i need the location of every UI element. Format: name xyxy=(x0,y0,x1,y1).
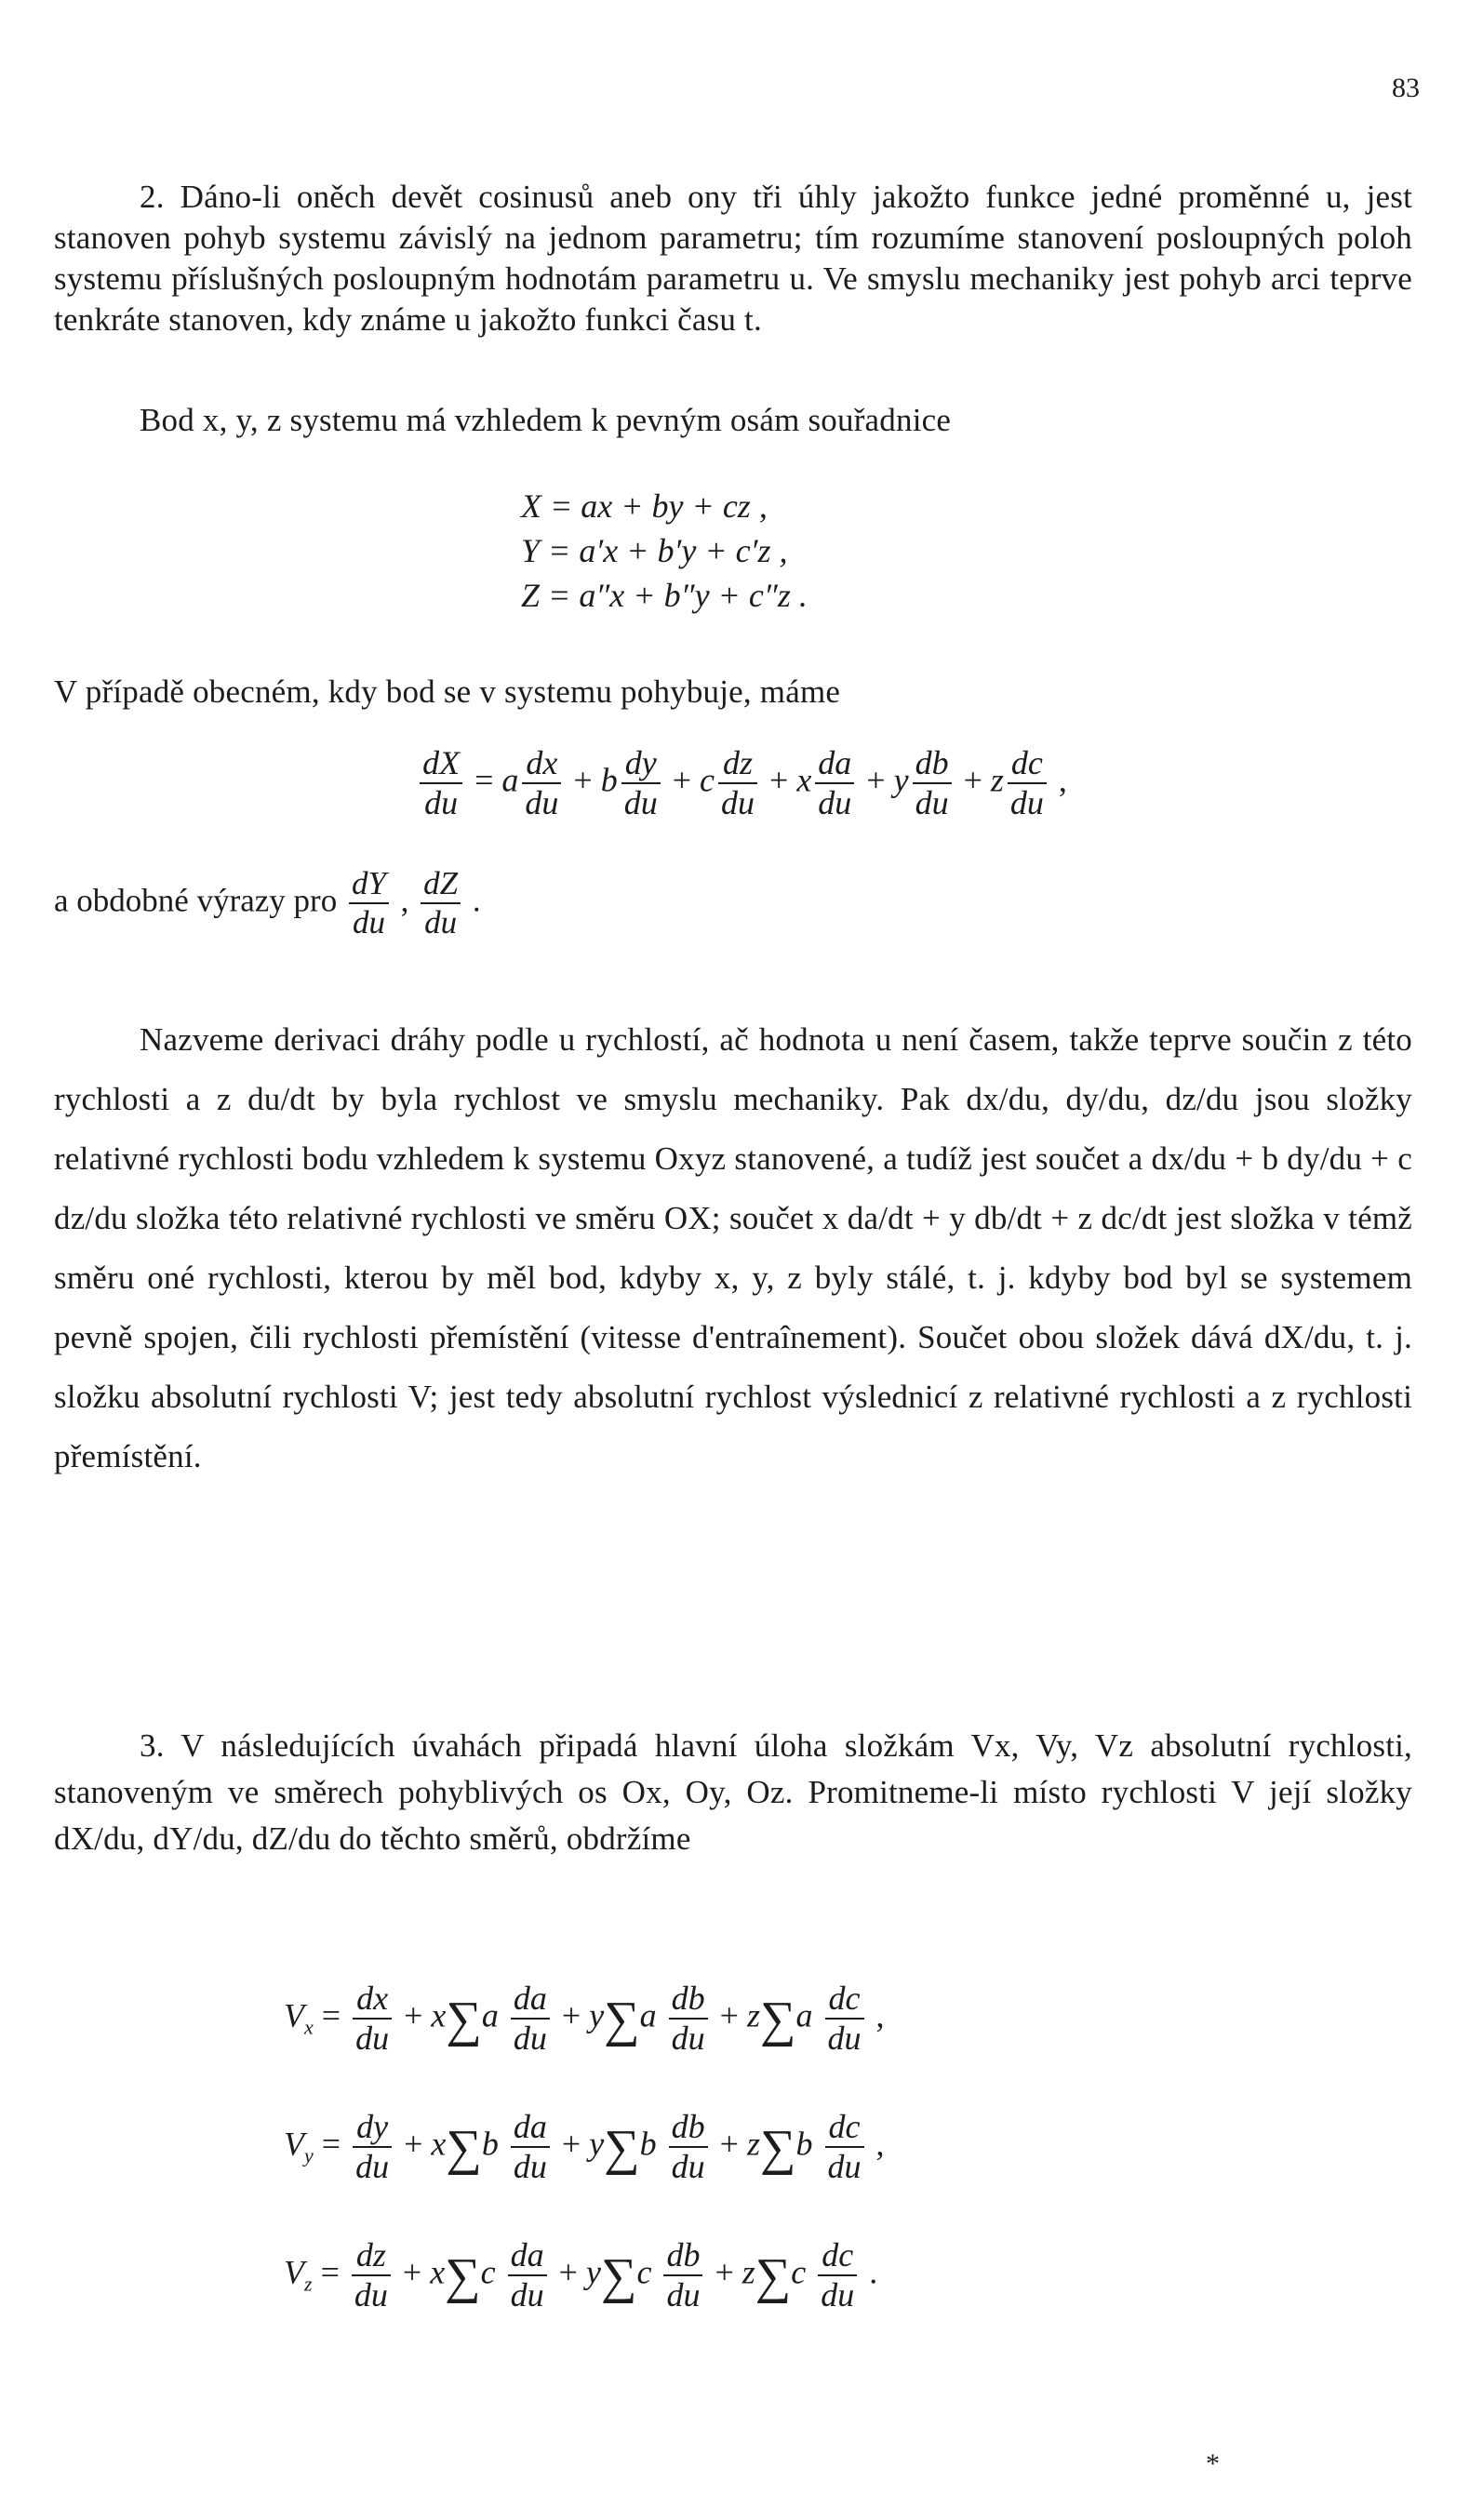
velocity-equation-z: $V_z$ = $\frac{dz}{du}$ + x∑c $\frac{da}{du}$ + y∑c $\frac{db}{du}$ + z∑c $\frac{dc}{du}$ . xyxy=(284,2236,878,2314)
equation-Z: Z = a″x + b″y + c″z . xyxy=(521,577,808,614)
velocity-equation-y: $V_y$ = $\frac{dy}{du}$ + x∑b $\frac{da}{du}$ + y∑b $\frac{db}{du}$ + z∑b $\frac{dc}{du}$ , xyxy=(284,2108,885,2186)
footer-asterisk: * xyxy=(1206,2448,1220,2479)
equation-Y: Y = a′x + b′y + c′z , xyxy=(521,532,788,569)
similar-expressions-line: a obdobné výrazy pro $\frac{dY}{du}$ , $\frac{dZ}{du}$ . xyxy=(54,865,481,941)
paragraph-point-coordinates: Bod x, y, z systemu má vzhledem k pevným osám souřadnice xyxy=(140,402,952,438)
paragraph-velocity: Nazveme derivaci dráhy podle u rychlostí, ač hodnota u není časem, takže teprve součin z této rychlosti a z du/dt by byla rychlost ve smyslu mechaniky. Pak dx/du, dy/du, dz/du jsou složky relativné rychlosti bodu vzhledem k systemu Oxyz stanovené, a tudíž jest součet a dx/du + b dy/du + c dz/du složka této relativné rychlosti ve směru OX; součet x da/dt + y db/dt + z dc/dt jest složka v témž směru oné rychlosti, kterou by měl bod, kdyby x, y, z byly stálé, t. j. kdyby bod byl se systemem pevně spojen, čili rychlosti přemístění (vitesse d'entraînement). Součet obou složek dává dX/du, t. j. složku absolutní rychlosti V; jest tedy absolutní rychlost výslednicí z relativné rychlosti a z rychlosti přemístění. xyxy=(54,1021,1412,1474)
similar-expressions-label: a obdobné výrazy pro xyxy=(54,882,338,919)
equation-X: X = ax + by + cz , xyxy=(521,487,768,525)
coordinate-equations xyxy=(521,484,808,618)
paragraph-section-2: 2. Dáno-li oněch devět cosinusů aneb ony tři úhly jakožto funkce jedné proměnné u, jest stanoven pohyb systemu závislý na jednom parametru; tím rozumíme stanovení posloupných poloh systemu příslušných posloupným hodnotám parametru u. Ve smyslu mechaniky jest pohyb arci teprve tenkráte stanoven, kdy známe u jakožto funkci času t. xyxy=(54,179,1412,338)
paragraph-general-case: V případě obecném, kdy bod se v systemu pohybuje, máme xyxy=(54,673,841,710)
velocity-equation-x: $V_x$ = $\frac{dx}{du}$ + x∑a $\frac{da}{du}$ + y∑a $\frac{db}{du}$ + z∑a $\frac{dc}{du}$ , xyxy=(284,1980,885,2058)
paragraph-section-3: 3. V následujících úvahách připadá hlavní úloha složkám Vx, Vy, Vz absolutní rychlosti, stanoveným ve směrech pohyblivých os Ox, Oy, Oz. Promitneme-li místo rychlosti V její složky dX/du, dY/du, dZ/du do těchto směrů, obdržíme xyxy=(54,1727,1412,1857)
page-number: 83 xyxy=(1392,73,1420,103)
derivative-equation: $\frac{dX}{du}$ = a $\frac{dx}{du}$ + b $\frac{dy}{du}$ + c $\frac{dz}{du}$ + x $\frac{da}{du}$ + y $\frac{db}{du}$ + z $\frac{dc}{du}$ , xyxy=(0,744,1483,823)
